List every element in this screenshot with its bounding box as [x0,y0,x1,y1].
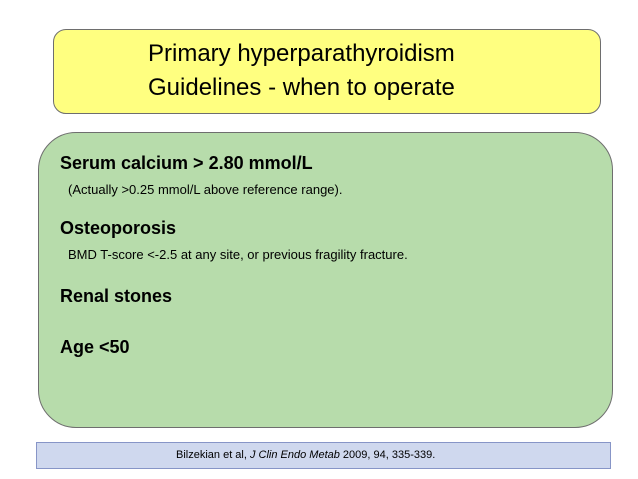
criterion-heading-age: Age <50 [60,337,130,357]
title-line-2: Guidelines - when to operate [148,74,455,101]
reference-authors: Bilzekian et al, [176,449,250,461]
reference-details: 2009, 94, 335-339. [339,449,436,461]
criteria-box [38,132,613,428]
reference-citation [176,450,435,461]
criterion-heading-osteoporosis: Osteoporosis [60,218,177,238]
title-line-1: Primary hyperparathyroidism [148,40,455,67]
reference-journal: J Clin Endo Metab [249,449,340,461]
criterion-detail-osteoporosis: BMD T-score <-2.5 at any site, or previous fragility fracture. [68,247,408,262]
criterion-heading-renal-stones: Renal stones [60,286,173,306]
criterion-detail-serum-calcium: (Actually >0.25 mmol/L above reference range). [68,182,343,197]
criterion-heading-serum-calcium: Serum calcium > 2.80 mmol/L [60,153,313,173]
